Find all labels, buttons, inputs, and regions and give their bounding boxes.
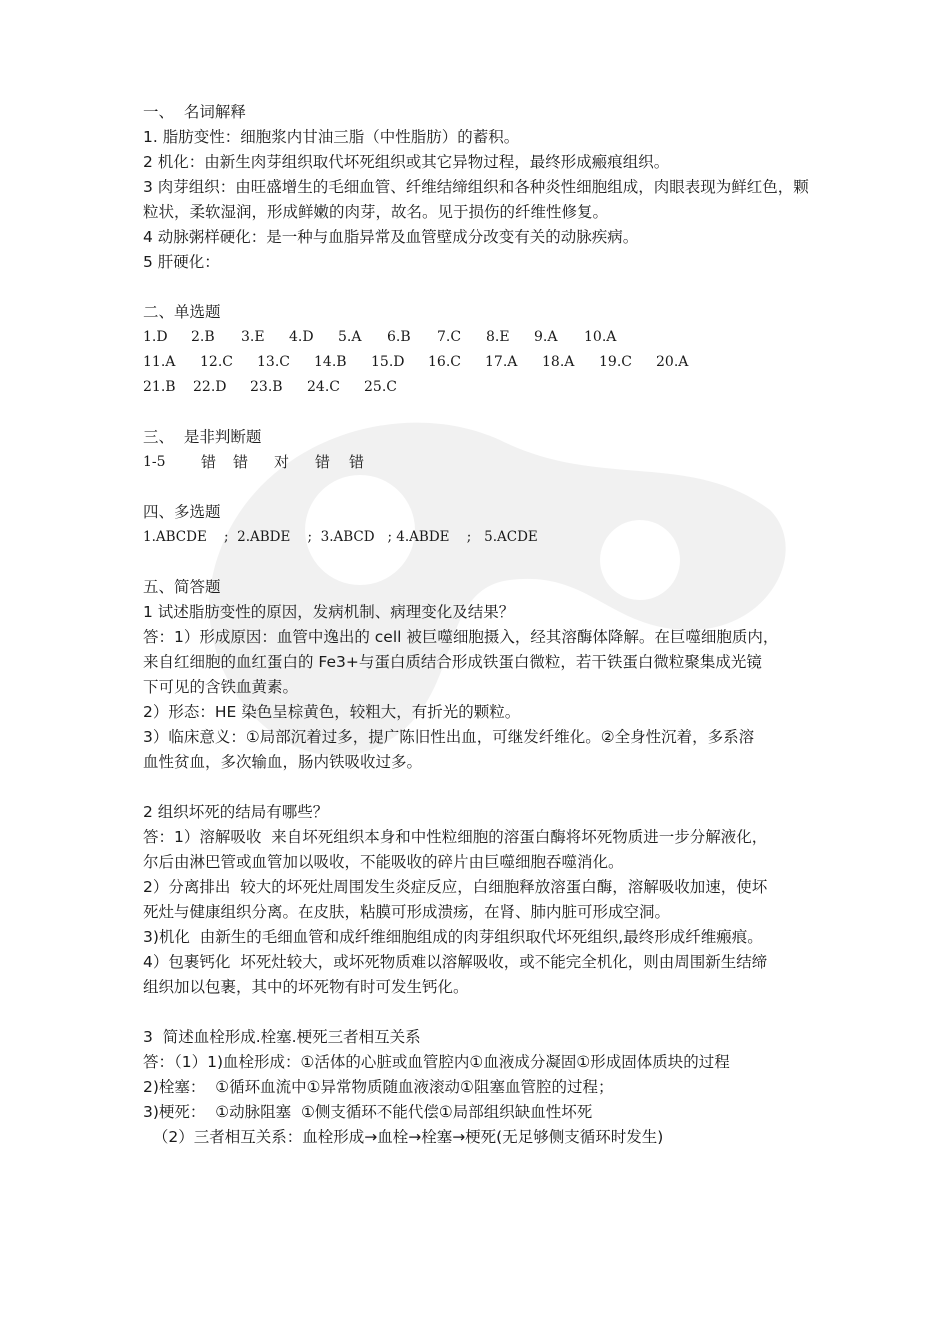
answer-1-line: 下可见的含铁血黄素。 <box>143 678 299 696</box>
answer-3-line: 2)栓塞： ①循环血流中①异常物质随血液滚动①阻塞血管腔的过程； <box>143 1078 614 1096</box>
answer-item: 7.C <box>437 329 462 345</box>
answer-3-line: 3)梗死： ①动脉阻塞 ①侧支循环不能代偿①局部组织缺血性坏死 <box>143 1103 593 1121</box>
term-1: 1. 脂肪变性：细胞浆内甘油三脂（中性脂肪）的蓄积。 <box>143 128 520 146</box>
answer-item: 17.A <box>485 354 518 370</box>
answer-1-line: 3）临床意义：①局部沉着过多，提广陈旧性出血，可继发纤维化。②全身性沉着，多系溶 <box>143 728 755 746</box>
answer-item: 9.A <box>534 329 558 345</box>
section-2-title: 二、单选题 <box>143 303 221 321</box>
question-2: 2 组织坏死的结局有哪些？ <box>143 803 329 821</box>
answer-item: 1.D <box>143 329 168 345</box>
tf-answer: 错 <box>349 453 365 471</box>
answer-1-line: 来自红细胞的血红蛋白的 Fe3+与蛋白质结合形成铁蛋白微粒，若干铁蛋白微粒聚集成光镜 <box>143 653 762 671</box>
answer-1-line: 2）形态：HE 染色呈棕黄色，较粗大，有折光的颗粒。 <box>143 703 521 721</box>
true-false-label: 1-5 <box>143 454 166 470</box>
answer-item: 23.B <box>250 379 283 395</box>
answer-2-line: 答：1）溶解吸收 来自坏死组织本身和中性粒细胞的溶蛋白酶将坏死物质进一步分解液化， <box>143 828 768 846</box>
answer-item: 3.E <box>241 329 265 345</box>
answer-row-1 <box>143 325 815 350</box>
question-3: 3 简述血栓形成.栓塞.梗死三者相互关系 <box>143 1028 421 1046</box>
answer-item: 11.A <box>143 354 176 370</box>
true-false-answers <box>143 450 815 475</box>
term-2: 2 机化：由新生肉芽组织取代坏死组织或其它异物过程，最终形成瘢痕组织。 <box>143 153 670 171</box>
answer-item: 19.C <box>599 354 632 370</box>
tf-answer: 对 <box>274 453 290 471</box>
answer-item: 25.C <box>364 379 397 395</box>
answer-item: 10.A <box>584 329 617 345</box>
answer-2-line: 4）包裹钙化 坏死灶较大，或坏死物质难以溶解吸收，或不能完全机化，则由周围新生结缔 <box>143 953 768 971</box>
section-3-title: 三、 是非判断题 <box>143 428 262 446</box>
answer-row-3 <box>143 375 815 400</box>
answer-item: 21.B <box>143 379 176 395</box>
multi-choice-answers: 1.ABCDE ; 2.ABDE ; 3.ABCD ; 4.ABDE ; 5.ACDE <box>143 529 538 545</box>
answer-2-line: 2）分离排出 较大的坏死灶周围发生炎症反应，白细胞释放溶蛋白酶，溶解吸收加速，使坏 <box>143 878 768 896</box>
answer-2-line: 尔后由淋巴管或血管加以吸收，不能吸收的碎片由巨噬细胞吞噬消化。 <box>143 853 624 871</box>
answer-item: 12.C <box>200 354 233 370</box>
answer-item: 15.D <box>371 354 405 370</box>
term-5: 5 肝硬化： <box>143 253 220 271</box>
answer-item: 6.B <box>387 329 411 345</box>
answer-item: 14.B <box>314 354 347 370</box>
answer-item: 16.C <box>428 354 461 370</box>
section-4-title: 四、多选题 <box>143 503 221 521</box>
tf-answer: 错 <box>201 453 217 471</box>
tf-answer: 错 <box>233 453 249 471</box>
answer-item: 18.A <box>542 354 575 370</box>
question-1: 1 试述脂肪变性的原因，发病机制、病理变化及结果？ <box>143 603 515 621</box>
answer-3-line: （2）三者相互关系：血栓形成→血栓→栓塞→梗死(无足够侧支循环时发生) <box>143 1128 664 1146</box>
section-5-title: 五、简答题 <box>143 578 221 596</box>
answer-1-line: 血性贫血，多次输血，肠内铁吸收过多。 <box>143 753 423 771</box>
answer-3-line: 答：（1）1)血栓形成：①活体的心脏或血管腔内①血液成分凝固①形成固体质块的过程 <box>143 1053 730 1071</box>
answer-item: 5.A <box>338 329 362 345</box>
section-1-title: 一、 名词解释 <box>143 103 246 121</box>
answer-item: 20.A <box>656 354 689 370</box>
answer-item: 13.C <box>257 354 290 370</box>
tf-answer: 错 <box>315 453 331 471</box>
answer-item: 22.D <box>193 379 227 395</box>
term-4: 4 动脉粥样硬化：是一种与血脂异常及血管壁成分改变有关的动脉疾病。 <box>143 228 639 246</box>
answer-item: 8.E <box>486 329 510 345</box>
answer-item: 2.B <box>191 329 215 345</box>
answer-item: 24.C <box>307 379 340 395</box>
term-3: 3 肉芽组织：由旺盛增生的毛细血管、纤维结缔组织和各种炎性细胞组成，肉眼表现为鲜红色，颗粒状，柔软湿润，形成鲜嫩的肉芽，故名。见于损伤的纤维性修复。 <box>143 178 809 221</box>
answer-2-line: 组织加以包裹，其中的坏死物有时可发生钙化。 <box>143 978 469 996</box>
answer-2-line: 3)机化 由新生的毛细血管和成纤维细胞组成的肉芽组织取代坏死组织,最终形成纤维瘢痕。 <box>143 928 763 946</box>
answer-item: 4.D <box>289 329 314 345</box>
answer-2-line: 死灶与健康组织分离。在皮肤，粘膜可形成溃疡，在肾、肺内脏可形成空洞。 <box>143 903 671 921</box>
answer-1-line: 答：1）形成原因：血管中逸出的 cell 被巨噬细胞摄入，经其溶酶体降解。在巨噬细胞质内， <box>143 628 779 646</box>
document-content <box>143 100 815 1150</box>
answer-row-2 <box>143 350 815 375</box>
